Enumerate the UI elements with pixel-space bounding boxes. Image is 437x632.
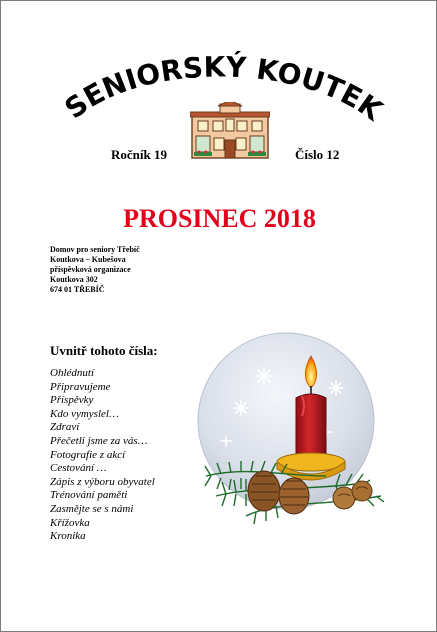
issue-number: Číslo 12 [295, 147, 340, 162]
building-icon [190, 102, 270, 160]
address-line: příspěvková organizace [50, 265, 131, 274]
address-line: 674 01 TŘEBÍČ [50, 285, 105, 294]
contents-item: Zápis z výboru obyvatel [50, 475, 155, 488]
month-title: PROSINEC 2018 [123, 204, 316, 233]
contents-item: Příspěvky [50, 394, 94, 407]
contents-heading: Uvnitř tohoto čísla: [50, 343, 158, 358]
contents-item: Připravujeme [50, 380, 111, 393]
contents-item: Kronika [50, 530, 86, 543]
contents-item: Fotografie z akcí [50, 448, 126, 461]
contents-item: Trénování paměti [50, 489, 128, 502]
masthead-title-left: SENIORSKÝ [58, 50, 247, 126]
contents-item: Zasmějte se s námi [50, 502, 134, 515]
address-line: Domov pro seniory Třebíč [50, 245, 140, 254]
address-line: Koutkova 302 [50, 275, 98, 284]
volume-number: Ročník 19 [111, 147, 167, 162]
masthead-title-right: KOUTEK [254, 52, 389, 128]
publisher-address [50, 245, 140, 295]
contents-item: Kdo vymyslel… [50, 407, 119, 420]
contents-item: Přečetli jsme za vás… [50, 434, 148, 447]
christmas-candle-illustration [186, 326, 391, 541]
contents-item: Zdraví [50, 421, 80, 434]
contents-list [50, 367, 155, 544]
contents-item: Křížovka [50, 516, 90, 529]
contents-item: Ohlédnutí [50, 367, 94, 379]
contents-item: Cestování … [50, 462, 107, 475]
address-line: Koutkova – Kubešova [50, 255, 126, 264]
